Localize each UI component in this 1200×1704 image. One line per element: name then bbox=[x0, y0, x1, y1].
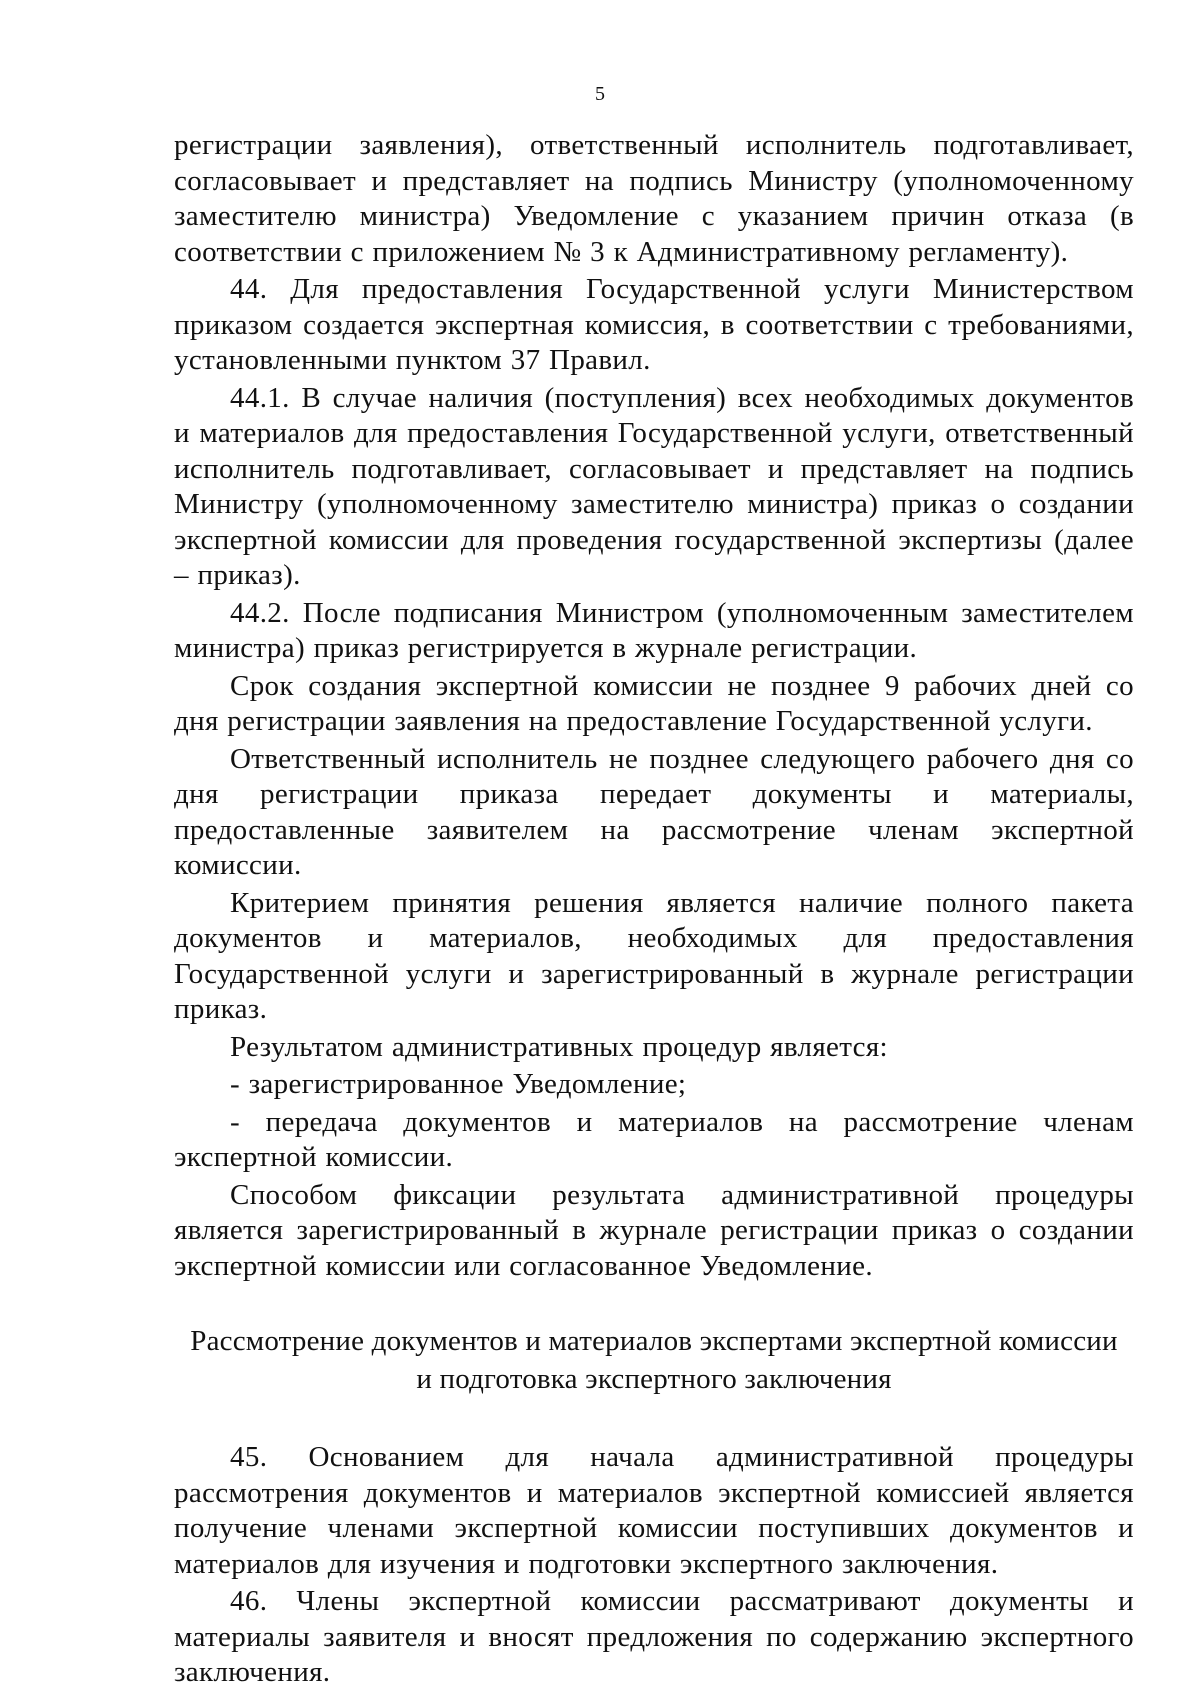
document-body bbox=[174, 128, 1134, 1691]
paragraph-criterion: Критерием принятия решения является наличие полного пакета документов и материалов, необходимых для предоставления Государственной услуги и зарегистрированный в журнале регистрации приказ. bbox=[174, 886, 1134, 1025]
paragraph-continuation: регистрации заявления), ответственный исполнитель подготавливает, согласовывает и представляет на подпись Министру (уполномоченному заместителю министра) Уведомление с указанием причин отказа (в соответствии с приложением № 3 к Административному регламенту). bbox=[174, 129, 1134, 268]
paragraph-46: 46. Члены экспертной комиссии рассматривают документы и материалы заявителя и вносят предложения по содержанию экспертного заключения. bbox=[174, 1585, 1134, 1688]
paragraph-result-intro: Результатом административных процедур является: bbox=[230, 1030, 888, 1063]
section-heading-line-1: Рассмотрение документов и материалов экспертами экспертной комиссии bbox=[190, 1325, 1118, 1357]
section-heading-line-2: и подготовка экспертного заключения bbox=[416, 1363, 892, 1395]
paragraph-fixation: Способом фиксации результата административной процедуры является зарегистрированный в журнале регистрации приказ о создании экспертной комиссии или согласованное Уведомление. bbox=[174, 1178, 1134, 1282]
paragraph-45: 45. Основанием для начала административной процедуры рассмотрения документов и материалов экспертной комиссией является получение членами экспертной комиссии поступивших документов и материалов для изучения и подготовки экспертного заключения. bbox=[174, 1441, 1134, 1580]
paragraph-transfer: Ответственный исполнитель не позднее следующего рабочего дня со дня регистрации приказа передает документы и материалы, предоставленные заявителем на рассмотрение членам экспертной комиссии. bbox=[174, 742, 1134, 881]
paragraph-deadline: Срок создания экспертной комиссии не позднее 9 рабочих дней со дня регистрации заявления на предоставление Государственной услуги. bbox=[174, 669, 1134, 737]
paragraph-44: 44. Для предоставления Государственной услуги Министерством приказом создается экспертная комиссия, в соответствии с требованиями, установленными пунктом 37 Правил. bbox=[174, 273, 1134, 376]
list-item-registered-notice: - зарегистрированное Уведомление; bbox=[230, 1068, 687, 1100]
page-number: 5 bbox=[595, 83, 605, 105]
paragraph-44-2: 44.2. После подписания Министром (уполномоченным заместителем министра) приказ регистрируется в журнале регистрации. bbox=[174, 596, 1134, 664]
list-item-transfer-documents: - передача документов и материалов на рассмотрение членам экспертной комиссии. bbox=[174, 1105, 1134, 1173]
section-heading bbox=[174, 1322, 1134, 1398]
paragraph-44-1: 44.1. В случае наличия (поступления) всех необходимых документов и материалов для предоставления Государственной услуги, ответственный исполнитель подготавливает, согласовывает и представляет на подпись Министру (уполномоченному заместителю министра) приказ о создании экспертной комиссии для проведения государственной экспертизы (далее – приказ). bbox=[174, 381, 1134, 591]
